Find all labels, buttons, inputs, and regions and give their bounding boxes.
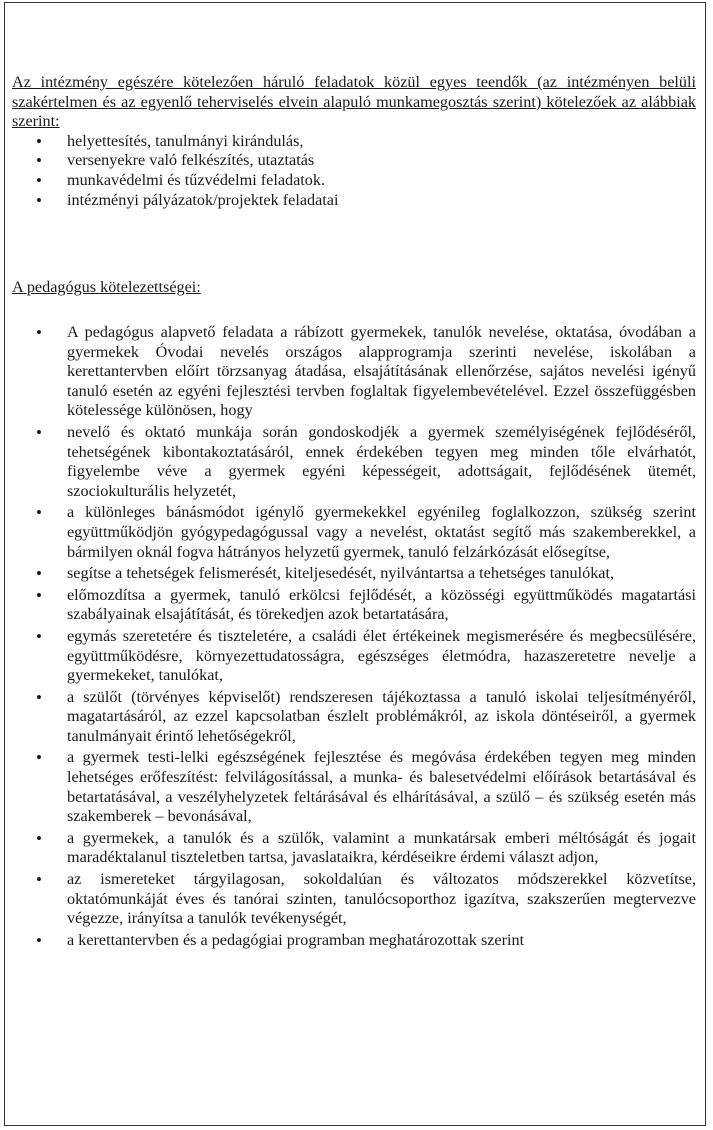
list-item: • a kerettantervben és a pedagógiai programban meghatározottak szerint bbox=[12, 931, 696, 951]
list-item: • a gyermekek, a tanulók és a szülők, valamint a munkatársak emberi méltóságát és jogait maradéktalanul tiszteletben tartsa, javaslataikra, kérdéseikre érdemi választ adjon, bbox=[12, 829, 696, 868]
list-item: • versenyekre való felkészítés, utaztatás bbox=[12, 151, 696, 171]
list-item: • intézményi pályázatok/projektek feladatai bbox=[12, 191, 696, 211]
document-body bbox=[12, 73, 696, 949]
list-item: • helyettesítés, tanulmányi kirándulás, bbox=[12, 132, 696, 152]
list-item: • előmozdítsa a gyermek, tanuló erkölcsi fejlődését, a közösségi együttműködés magatartási szabályainak elsajátítását, és törekedjen azok betartatására, bbox=[12, 586, 696, 625]
document-page bbox=[4, 2, 706, 1126]
list-item: • munkavédelmi és tűzvédelmi feladatok. bbox=[12, 171, 696, 191]
list-item: • a szülőt (törvényes képviselőt) rendszeresen tájékoztassa a tanuló iskolai teljesítményéről, magatartásáról, az ezzel kapcsolatban észlelt problémákról, az iskola döntéseiről, a gyermek tanulmányait érintő lehetőségekről, bbox=[12, 688, 696, 747]
list-item: • segítse a tehetségek felismerését, kiteljesedését, nyilvántartsa a tehetséges tanulókat, bbox=[12, 564, 696, 584]
list-item: • nevelő és oktató munkája során gondoskodjék a gyermek személyiségének fejlődéséről, tehetségének kibontakoztatásáról, ennek érdekében tegyen meg minden tőle elvárhatót, figyelembe véve a gyermek egyéni képességeit, adottságait, fejlődésének ütemét, szociokulturális helyzetét, bbox=[12, 423, 696, 501]
general-duties-list bbox=[12, 132, 696, 210]
section-heading: A pedagógus kötelezettségei: bbox=[12, 278, 201, 296]
list-item: • az ismereteket tárgyilagosan, sokoldalúan és változatos módszerekkel közvetítse, oktatómunkáját éves és tanórai szinten, tanulócsoporthoz igazítva, szakszerűen megtervezve végezze, irányítsa a tanulók tevékenységét, bbox=[12, 870, 696, 929]
list-item: • a különleges bánásmódot igénylő gyermekekkel egyénileg foglalkozzon, szükség szerint együttműködjön gyógypedagógussal vagy a nevelést, oktatást segítő más szakemberekkel, a bármilyen oknál fogva hátrányos helyzetű gyermek, tanuló felzárkózását elősegítse, bbox=[12, 503, 696, 562]
intro-paragraph: Az intézmény egészére kötelezően háruló feladatok közül egyes teendők (az intézményen belüli szakértelmen és az egyenlő teherviselés elvein alapuló munkamegosztás szerint) kötelezőek az alábbiak szerint: bbox=[12, 73, 696, 131]
list-item: • egymás szeretetére és tiszteletére, a családi élet értékeinek megismerésére és megbecsülésére, együttműködésre, környezettudatosságra, egészséges életmódra, hazaszeretetre nevelje a gyermekeket, tanulókat, bbox=[12, 627, 696, 686]
teacher-duties-list bbox=[12, 323, 696, 952]
list-item: • a gyermek testi-lelki egészségének fejlesztése és megóvása érdekében tegyen meg minden lehetséges erőfeszítést: felvilágosítással, a munka- és balesetvédelmi előírások betartásával és betartatásával, a veszélyhelyzetek feltárásával és elhárításával, a szülő – és szükség esetén más szakemberek – bevonásával, bbox=[12, 748, 696, 826]
list-item: • A pedagógus alapvető feladata a rábízott gyermekek, tanulók nevelése, oktatása, óvodában a gyermekek Óvodai nevelés országos alapprogramja szerinti nevelése, iskolában a kerettantervben előírt törzsanyag átadása, elsajátításának ellenőrzése, sajátos nevelési igényű tanuló esetén az egyéni fejlesztési tervben foglaltak figyelembevételével. Ezzel összefüggésben kötelessége különösen, hogy bbox=[12, 323, 696, 421]
